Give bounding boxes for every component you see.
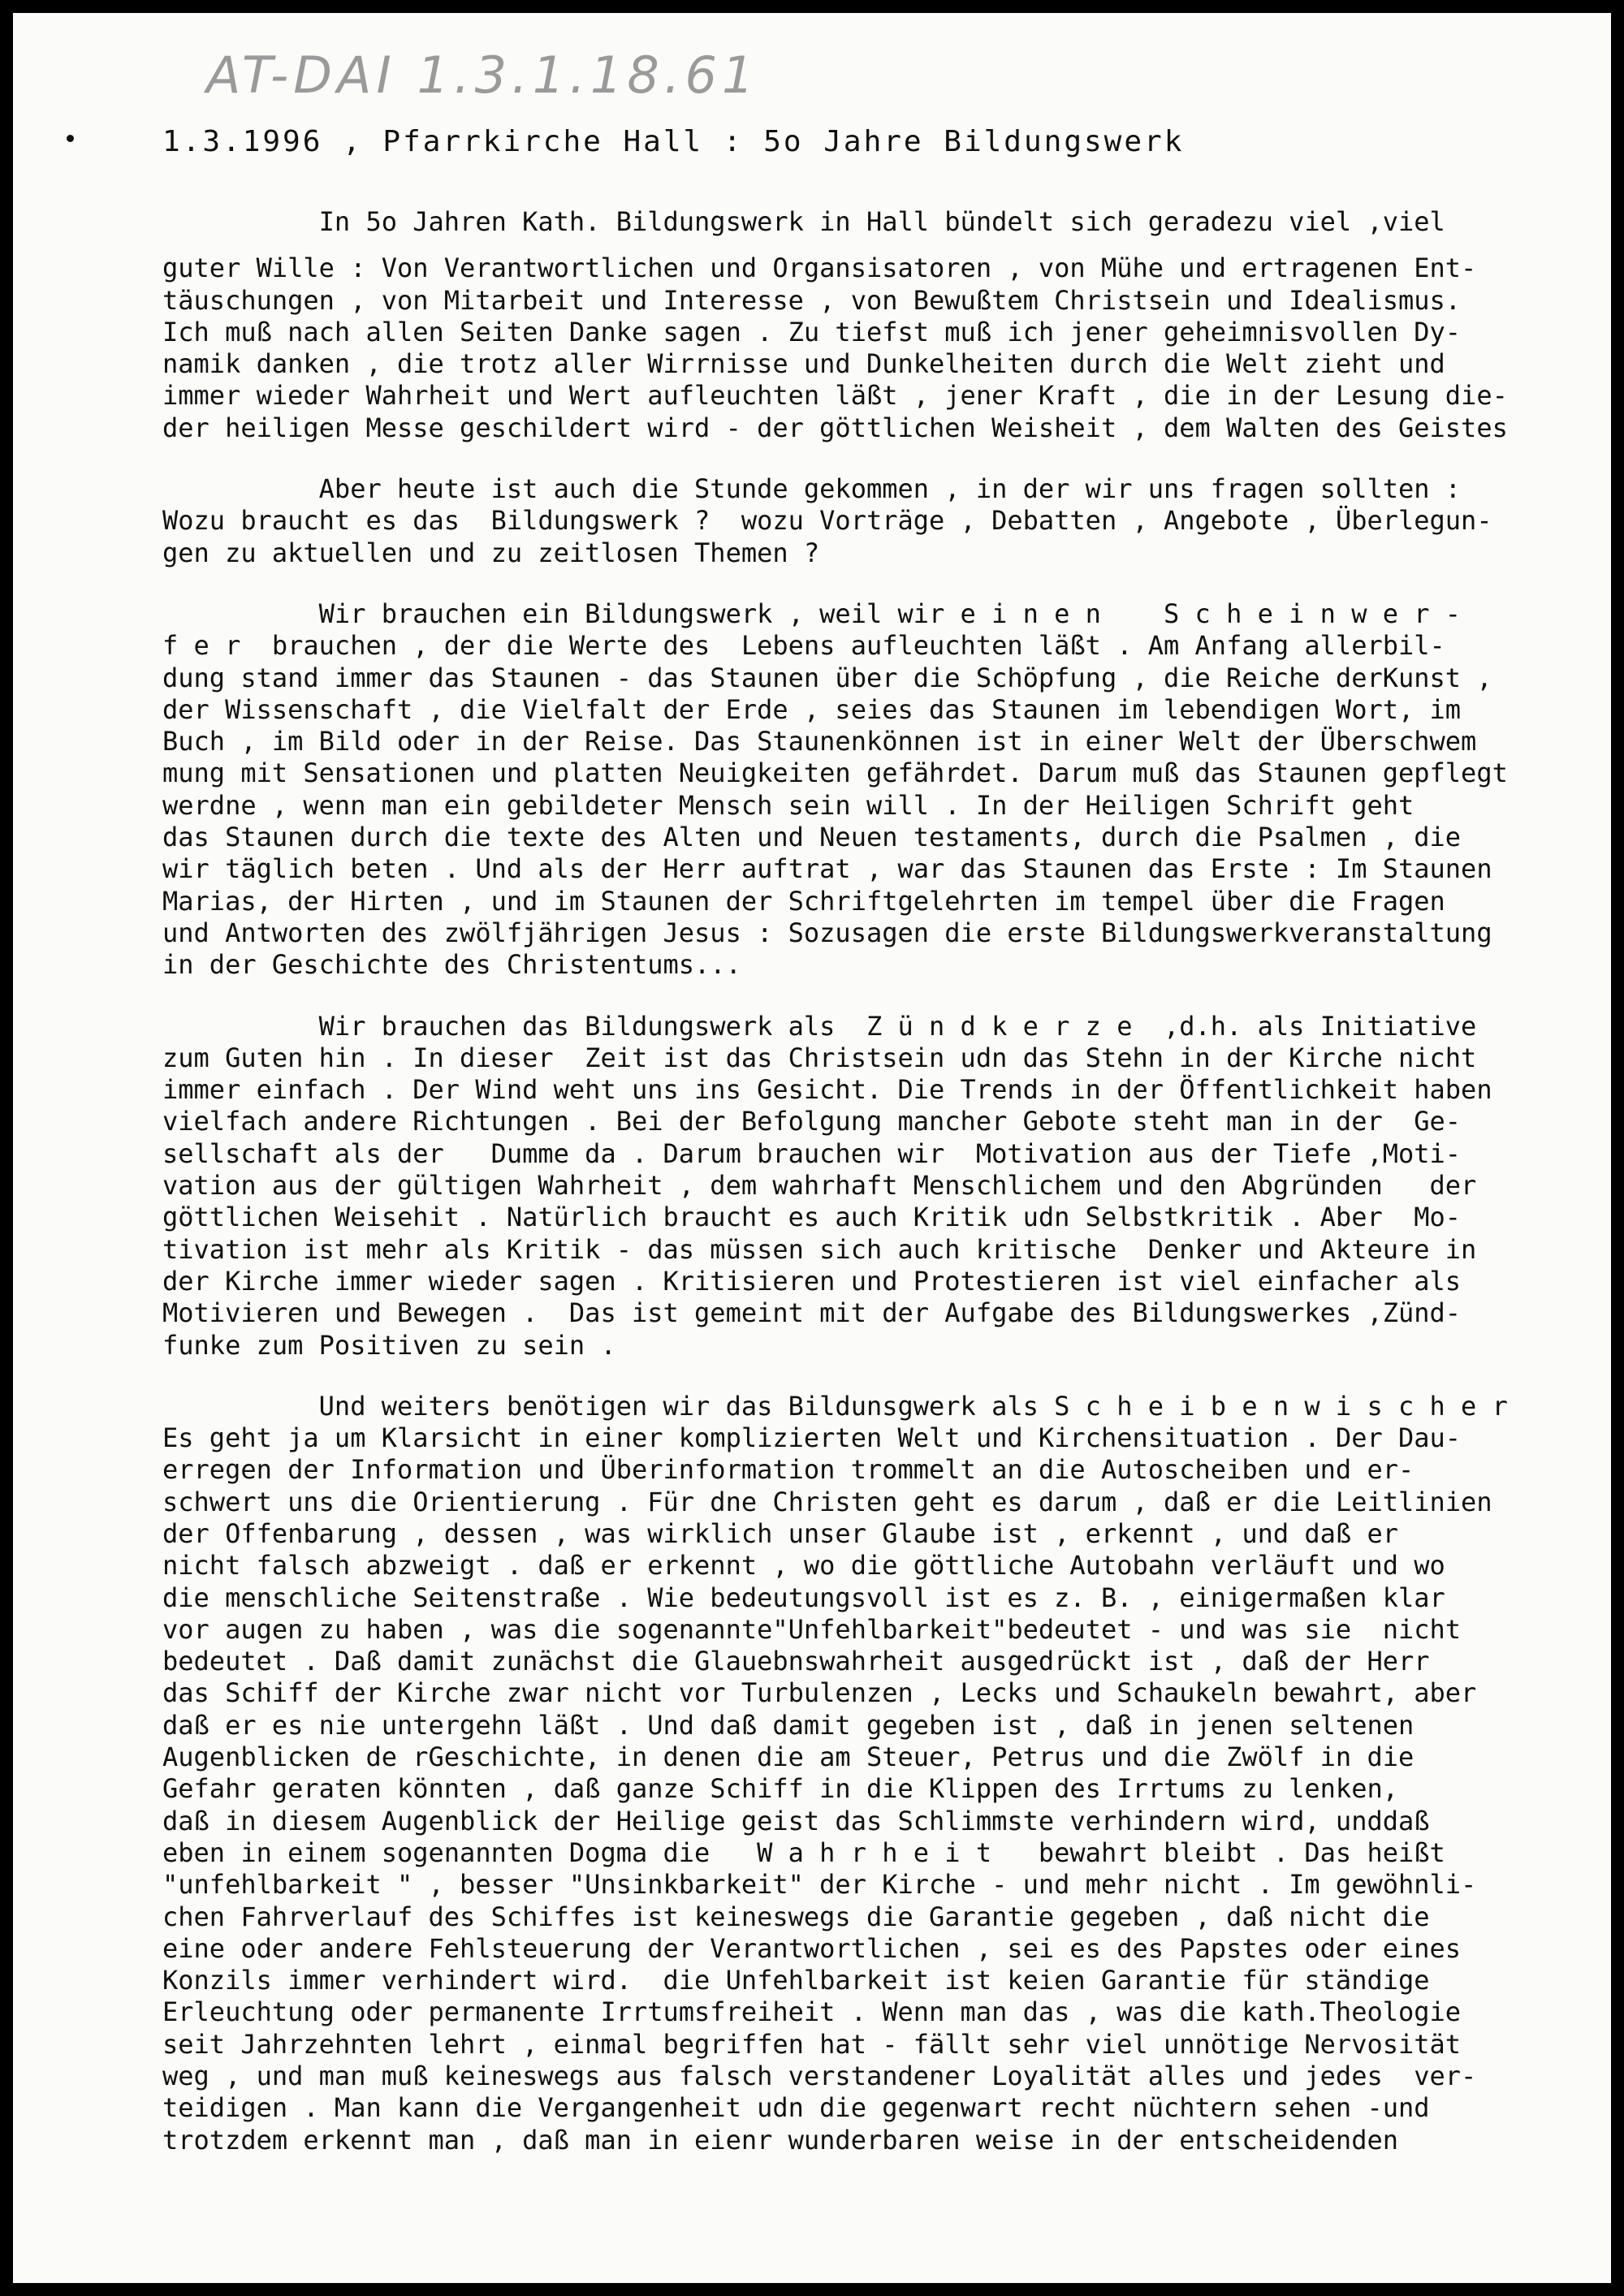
text-line: daß er es nie untergehn läßt . Und daß damit gegeben ist , daß in jenen seltenen	[162, 1709, 1415, 1741]
text-line: Augenblicken de rGeschichte, in denen die am Steuer, Petrus und die Zwölf in die	[162, 1741, 1415, 1773]
text-line: guter Wille : Von Verantwortlichen und Organsisatoren , von Mühe und ertragenen Ent-	[162, 252, 1477, 284]
text-line: eben in einem sogenannten Dogma die W a h r h e i t bewahrt bleibt . Das heißt	[162, 1836, 1445, 1868]
document-page	[13, 13, 1611, 2283]
text-line: Motivieren und Bewegen . Das ist gemeint mit der Aufgabe des Bildungswerkes ,Zünd-	[162, 1297, 1462, 1329]
text-line: Aber heute ist auch die Stunde gekommen , in der wir uns fragen sollten :	[162, 473, 1462, 505]
paragraph	[162, 1011, 1559, 1362]
text-line: mung mit Sensationen und platten Neuigkeiten gefährdet. Darum muß das Staunen gepflegt	[162, 757, 1508, 789]
text-line: wir täglich beten . Und als der Herr auftrat , war das Staunen das Erste : Im Staunen	[162, 853, 1492, 885]
text-line: Wir brauchen ein Bildungswerk , weil wir e i n e n S c h e i n w e r -	[162, 598, 1462, 629]
archive-stamp: AT-DAI 1.3.1.18.61	[206, 45, 759, 105]
text-line: funke zum Positiven zu sein .	[162, 1329, 616, 1361]
text-line: chen Fahrverlauf des Schiffes ist keineswegs die Garantie gegeben , daß nicht die	[162, 1901, 1430, 1932]
text-line: immer einfach . Der Wind weht uns ins Gesicht. Die Trends in der Öffentlichkeit haben	[162, 1074, 1492, 1106]
text-line: erregen der Information und Überinformation trommelt an die Autoscheiben und er-	[162, 1454, 1415, 1486]
text-line: vation aus der gültigen Wahrheit , dem wahrhaft Menschlichem und den Abgründen der	[162, 1170, 1477, 1202]
text-line: vor augen zu haben , was die sogenannte"Unfehlbarkeit"bedeutet - und was sie nicht	[162, 1613, 1462, 1645]
text-line: daß in diesem Augenblick der Heilige geist das Schlimmste verhindern wird, unddaß	[162, 1805, 1430, 1836]
text-line: namik danken , die trotz aller Wirrnisse und Dunkelheiten durch die Welt zieht und	[162, 348, 1445, 380]
text-line: in der Geschichte des Christentums...	[162, 949, 741, 981]
text-line: Gefahr geraten könnten , daß ganze Schiff in die Klippen des Irrtums zu lenken,	[162, 1773, 1398, 1805]
text-line: gen zu aktuellen und zu zeitlosen Themen ?	[162, 537, 820, 568]
text-line: der Kirche immer wieder sagen . Kritisieren und Protestieren ist viel einfacher als	[162, 1265, 1462, 1297]
text-line: göttlichen Weisehit . Natürlich braucht es auch Kritik udn Selbstkritik . Aber Mo-	[162, 1202, 1462, 1233]
page-title: 1.3.1996 , Pfarrkirche Hall : 5o Jahre Bildungswerk	[162, 125, 1185, 158]
text-line: schwert uns die Orientierung . Für dne Christen geht es darum , daß er die Leitlinien	[162, 1486, 1492, 1517]
text-line: täuschungen , von Mitarbeit und Interesse , von Bewußtem Christsein und Idealismus.	[162, 284, 1462, 316]
text-line: der Offenbarung , dessen , was wirklich unser Glaube ist , erkennt , und daß er	[162, 1517, 1398, 1549]
text-line: der heiligen Messe geschildert wird - der göttlichen Weisheit , dem Walten des Geistes	[162, 412, 1508, 443]
text-line: Und weiters benötigen wir das Bildunsgwerk als S c h e i b e n w i s c h e r	[162, 1390, 1508, 1422]
text-line: die menschliche Seitenstraße . Wie bedeutungsvoll ist es z. B. , einigermaßen klar	[162, 1582, 1445, 1613]
text-line: Wozu braucht es das Bildungswerk ? wozu Vorträge , Debatten , Angebote , Überlegun-	[162, 505, 1492, 537]
margin-dot	[67, 135, 74, 142]
text-line: trotzdem erkennt man , daß man in eienr wunderbaren weise in der entscheidenden	[162, 2124, 1398, 2156]
paragraph	[162, 598, 1559, 982]
text-line: Ich muß nach allen Seiten Danke sagen . Zu tiefst muß ich jener geheimnisvollen Dy-	[162, 316, 1462, 347]
text-line: sellschaft als der Dumme da . Darum brauchen wir Motivation aus der Tiefe ,Moti-	[162, 1137, 1462, 1169]
text-line: Konzils immer verhindert wird. die Unfehlbarkeit ist keien Garantie für ständige	[162, 1965, 1430, 1996]
text-line: Buch , im Bild oder in der Reise. Das Staunenkönnen ist in einer Welt der Überschwem	[162, 726, 1477, 757]
text-line: eine oder andere Fehlsteuerung der Verantwortlichen , sei es des Papstes oder eines	[162, 1932, 1462, 1964]
text-line: weg , und man muß keineswegs aus falsch verstandener Loyalität alles und jedes ver-	[162, 2061, 1477, 2092]
text-line: das Staunen durch die texte des Alten und Neuen testaments, durch die Psalmen , die	[162, 822, 1462, 853]
text-line: werdne , wenn man ein gebildeter Mensch sein will . In der Heiligen Schrift geht	[162, 789, 1415, 821]
document-body	[162, 206, 1559, 2186]
paragraph	[162, 206, 1559, 444]
text-line: Es geht ja um Klarsicht in einer komplizierten Welt und Kirchensituation . Der Dau-	[162, 1422, 1462, 1454]
text-line: teidigen . Man kann die Vergangenheit udn die gegenwart recht nüchtern sehen -und	[162, 2092, 1430, 2124]
text-line: zum Guten hin . In dieser Zeit ist das Christsein udn das Stehn in der Kirche nicht	[162, 1042, 1477, 1073]
text-line: In 5o Jahren Kath. Bildungswerk in Hall bündelt sich geradezu viel ,viel	[162, 206, 1445, 237]
text-line: der Wissenschaft , die Vielfalt der Erde , seies das Staunen im lebendigen Wort, im	[162, 693, 1462, 725]
text-line: Marias, der Hirten , und im Staunen der Schriftgelehrten im tempel über die Fragen	[162, 885, 1445, 917]
text-line: seit Jahrzehnten lehrt , einmal begriffen hat - fällt sehr viel unnötige Nervosität	[162, 2028, 1462, 2060]
text-line: das Schiff der Kirche zwar nicht vor Turbulenzen , Lecks und Schaukeln bewahrt, aber	[162, 1677, 1477, 1709]
paragraph	[162, 1391, 1559, 2156]
text-line: tivation ist mehr als Kritik - das müssen sich auch kritische Denker und Akteure in	[162, 1233, 1477, 1265]
text-line: vielfach andere Richtungen . Bei der Befolgung mancher Gebote steht man in der Ge-	[162, 1106, 1462, 1137]
text-line: f e r brauchen , der die Werte des Lebens aufleuchten läßt . Am Anfang allerbil-	[162, 630, 1445, 662]
text-line: und Antworten des zwölfjährigen Jesus : Sozusagen die erste Bildungswerkveranstaltung	[162, 917, 1492, 948]
text-line: dung stand immer das Staunen - das Staunen über die Schöpfung , die Reiche derKunst ,	[162, 662, 1492, 693]
paragraph	[162, 473, 1559, 569]
text-line: Erleuchtung oder permanente Irrtumsfreiheit . Wenn man das , was die kath.Theologie	[162, 1996, 1462, 2028]
text-line: nicht falsch abzweigt . daß er erkennt , wo die göttliche Autobahn verläuft und wo	[162, 1550, 1445, 1582]
text-line: Wir brauchen das Bildungswerk als Z ü n d k e r z e ,d.h. als Initiative	[162, 1010, 1477, 1042]
text-line: "unfehlbarkeit " , besser "Unsinkbarkeit" der Kirche - und mehr nicht . Im gewöhnli-	[162, 1869, 1477, 1901]
text-line: immer wieder Wahrheit und Wert aufleuchten läßt , jener Kraft , die in der Lesung die-	[162, 380, 1508, 412]
text-line: bedeutet . Daß damit zunächst die Glauebnswahrheit ausgedrückt ist , daß der Herr	[162, 1646, 1430, 1677]
